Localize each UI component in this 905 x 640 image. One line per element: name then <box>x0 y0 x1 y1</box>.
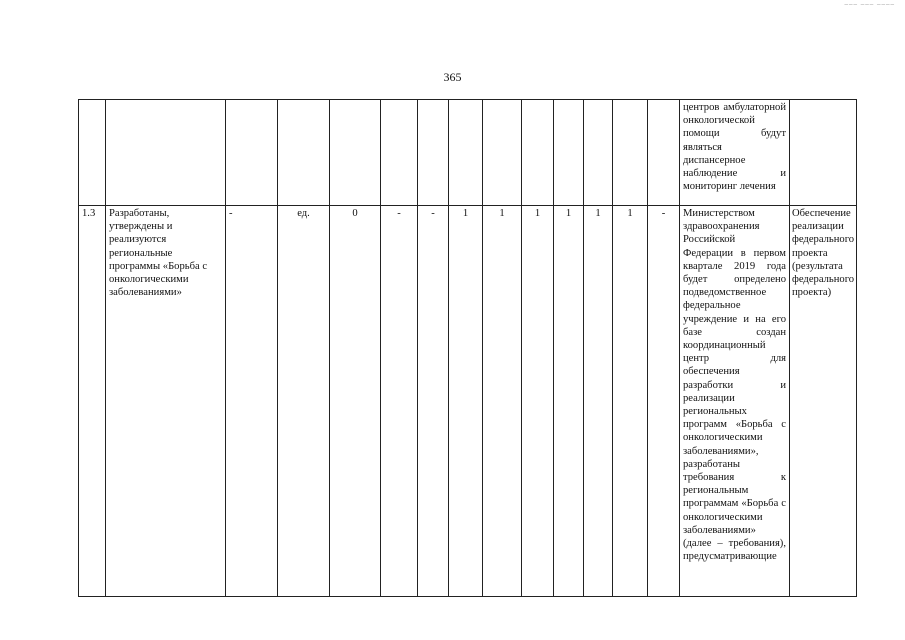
scan-top-mark: ‒‒‒ ‒‒‒ ‒‒‒‒ <box>844 0 895 8</box>
cell-year-empty <box>648 100 680 206</box>
cell-year-value: - <box>648 206 680 597</box>
table-row-1-3 <box>79 206 857 597</box>
cell-type-empty <box>790 100 857 206</box>
cell-year-value: 1 <box>554 206 584 597</box>
table-row-continued <box>79 100 857 206</box>
cell-unit: ед. <box>278 206 330 597</box>
cell-row-number: 1.3 <box>79 206 106 597</box>
cell-col3-empty <box>226 100 278 206</box>
indicator-table <box>78 99 857 597</box>
cell-title-empty <box>106 100 226 206</box>
cell-year-value: 1 <box>483 206 522 597</box>
cell-number-empty <box>79 100 106 206</box>
cell-col3-value: - <box>226 206 278 597</box>
cell-year-empty <box>554 100 584 206</box>
cell-year-empty <box>613 100 648 206</box>
cell-year-empty <box>381 100 418 206</box>
cell-base-value: 0 <box>330 206 381 597</box>
page-number: 365 <box>443 70 462 84</box>
cell-result-type: Обеспечение реализации федерального проекта (результата федерального проекта) <box>790 206 857 597</box>
cell-year-value: 1 <box>584 206 613 597</box>
cell-year-value: 1 <box>613 206 648 597</box>
cell-indicator-title: Разработаны, утверждены и реализуются региональные программы «Борьба с онкологическими заболеваниями» <box>106 206 226 597</box>
cell-year-empty <box>449 100 483 206</box>
cell-year-value: 1 <box>449 206 483 597</box>
cell-year-value: - <box>418 206 449 597</box>
cell-year-value: 1 <box>522 206 554 597</box>
cell-unit-empty <box>278 100 330 206</box>
cell-year-empty <box>483 100 522 206</box>
cell-continued-description: центров амбулаторной онкологической помощи будут являться диспансерное наблюдение и мониторинг лечения <box>680 100 790 206</box>
cell-year-empty <box>584 100 613 206</box>
cell-year-empty <box>418 100 449 206</box>
cell-base-empty <box>330 100 381 206</box>
cell-description: Министерством здравоохранения Российской Федерации в первом квартале 2019 года будет определено подведомственное федеральное учреждение и на его базе создан координационный центр для обеспечения разработки и реализации региональных программ «Борьба с онкологическими заболеваниями», разработаны требования к региональным программам «Борьба с онкологическими заболеваниями» (далее – требования), предусматривающие <box>680 206 790 597</box>
cell-year-empty <box>522 100 554 206</box>
cell-year-value: - <box>381 206 418 597</box>
